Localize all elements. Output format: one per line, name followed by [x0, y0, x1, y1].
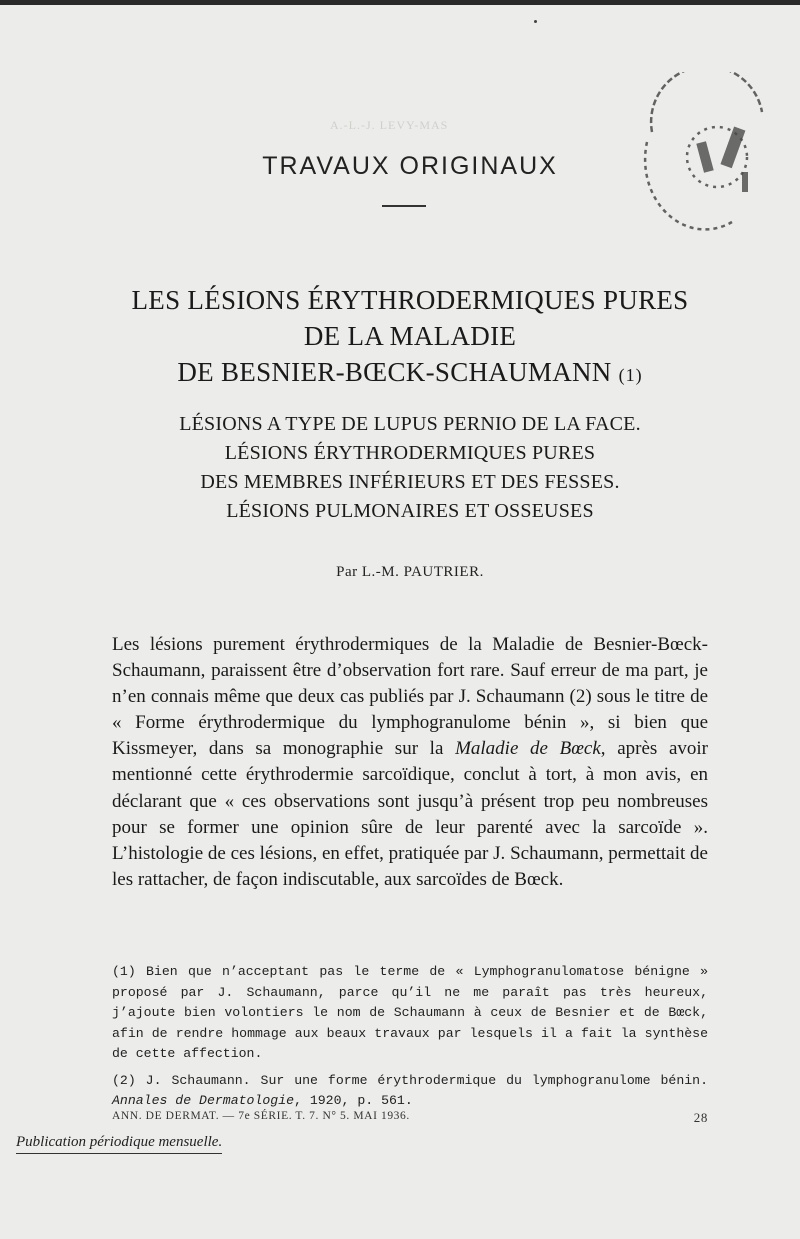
footnotes: [112, 962, 708, 1118]
title-footnote-marker: (1): [618, 365, 643, 385]
paragraph-text-b: , après avoir mentionné cette érythrodermie sarcoïdique, conclut à tort, à mon avis, en déclarant que « ces observations sont jusqu’à présent trop peu nombreuses pour se former une opinion sûre de leur parenté avec la sarcoïde ». L’histologie de ces lésions, en effet, pratiquée par J. Schaumann, permettait de les rattacher, de façon indiscutable, aux sarcoïdes de Bœck.: [112, 738, 708, 890]
article-title: [92, 282, 728, 393]
footnote-2-journal: Annales de Dermatologie: [112, 1093, 295, 1108]
footnote-1: (1) Bien que n’acceptant pas le terme de « Lymphogranulomatose bénigne » proposé par J. Schaumann, parce qu’il ne me paraît pas très heureux, j’ajoute bien volontiers le nom de Schaumann à ceux de Besnier et de Bœck, afin de rendre hommage aux beaux travaux par lesquels il a fait la synthèse de cette affection.: [112, 964, 708, 1061]
title-line-3-text: DE BESNIER-BŒCK-SCHAUMANN: [177, 357, 612, 387]
subtitle-line-3: DES MEMBRES INFÉRIEURS ET DES FESSES.: [200, 471, 620, 493]
body-paragraph: [112, 632, 708, 893]
journal-citation-footer: [112, 1110, 708, 1125]
show-through-text: A.-L.-J. LEVY-MAS: [330, 118, 449, 132]
ink-speck: [534, 20, 537, 23]
author-byline: Par L.-M. PAUTRIER.: [336, 564, 484, 580]
paragraph-1: [112, 632, 708, 893]
section-header: TRAVAUX ORIGINAUX: [262, 152, 558, 180]
subtitle-line-1: LÉSIONS A TYPE DE LUPUS PERNIO DE LA FACE.: [179, 413, 641, 435]
subtitle-line-2: LÉSIONS ÉRYTHRODERMIQUES PURES: [224, 442, 596, 464]
footnote-2-prefix: (2) J. Schaumann. Sur une forme érythrodermique du lymphogranulome bénin.: [112, 1072, 708, 1088]
title-line-2: DE LA MALADIE: [303, 321, 517, 351]
title-line-3: [92, 354, 728, 393]
footnote-2-suffix: , 1920, p. 561.: [294, 1093, 413, 1108]
title-line-1: LES LÉSIONS ÉRYTHRODERMIQUES PURES: [131, 285, 689, 315]
section-divider: [382, 205, 426, 207]
journal-citation: ANN. DE DERMAT. — 7e SÉRIE. T. 7. N° 5. MAI 1936.: [112, 1110, 410, 1122]
paragraph-italic-title: Maladie de Bœck: [455, 738, 601, 760]
publication-note: Publication périodique mensuelle.: [16, 1134, 222, 1154]
subtitle-line-4: LÉSIONS PULMONAIRES ET OSSEUSES: [226, 500, 594, 522]
paragraph-text-a: Les lésions purement érythrodermiques de la Maladie de Besnier-Bœck-Schaumann, paraissent être d’observation fort rare. Sauf erreur de ma part, je n’en connais même que deux cas publiés par J. Schaumann (2) sous le titre de « Forme érythrodermique du lymphogranulome bénin », si bien que Kissmeyer, dans sa monographie sur la: [112, 634, 708, 760]
footnote-2: [112, 1071, 708, 1112]
page-number: 28: [693, 1110, 708, 1125]
top-border-rule: [0, 0, 800, 5]
article-subtitle: [102, 410, 718, 526]
